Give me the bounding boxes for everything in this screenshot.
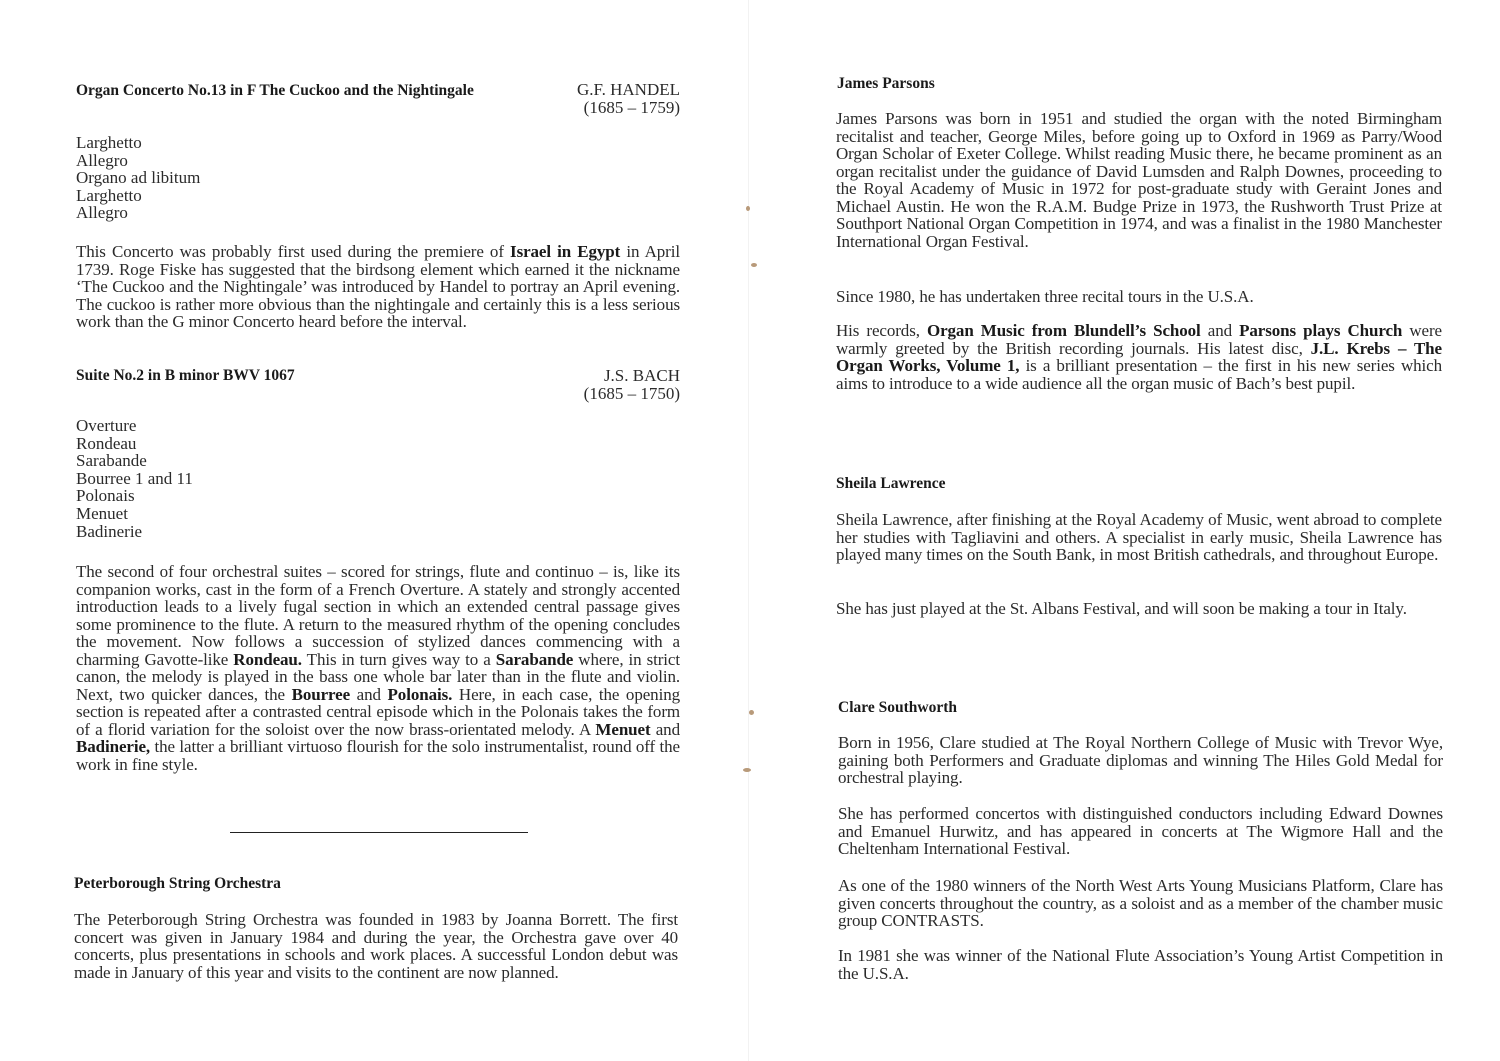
movement-item: Allegro xyxy=(76,150,128,170)
dance-name-bold: Polonais. xyxy=(387,684,453,704)
text-run: and xyxy=(350,684,388,704)
section-divider xyxy=(230,832,528,833)
movement-item: Allegro xyxy=(76,203,128,223)
southworth-bio: Born in 1956, Clare studied at The Royal Northern College of Music with Trevor Wye, gaining both Performers and Graduate diplomas and winning The Hiles Gold Medal for orchestral playing. xyxy=(838,733,1443,787)
movement-item: Organo ad libitum xyxy=(76,168,201,188)
text-run: This in turn gives way to a xyxy=(301,649,496,669)
text-run: were warmly greeted by the British recording journals. His latest disc, xyxy=(836,321,1443,358)
dance-name-bold: Rondeau. xyxy=(233,649,302,669)
dance-name-bold: Badinerie, xyxy=(76,737,151,756)
text-run: and xyxy=(650,719,680,739)
handel-composer xyxy=(520,81,680,117)
bach-composer-name: J.S. BACH xyxy=(603,366,680,385)
lawrence-bio: Sheila Lawrence, after finishing at the Royal Academy of Music, went abroad to complete her studies with Tagliavini and others. A specialist in early music, Sheila Lawrence has played many times on the South Bank, in most British cathedrals, and throughout Europe. xyxy=(836,510,1442,564)
bach-title: Suite No.2 in B minor BWV 1067 xyxy=(76,367,295,384)
parsons-title: James Parsons xyxy=(837,75,935,92)
parsons-bio: James Parsons was born in 1951 and studied the organ with the noted Birmingham recitalist and teacher, George Miles, before going up to Oxford in 1969 as Parry/Wood Organ Scholar of Exeter College. Whilst reading Music there, he became prominent as an organ recitalist under the guidance of David Lumsden and Ralph Downes, proceeding to the Royal Academy of Music in 1972 for post-graduate study with Geraint Jones and Michael Austin. He won the R.A.M. Budge Prize in 1973, the Rushworth Trust Prize at Southport National Organ Competition in 1974, and was a finalist in the 1980 Manchester International Organ Festival. xyxy=(836,109,1442,251)
text-run: is a brilliant presentation – the first in his new series which aims to introduce to a wide audience all the organ music of Bach’s best pupil. xyxy=(836,356,1443,393)
page-fold xyxy=(748,0,749,1061)
parsons-tours: Since 1980, he has undertaken three recital tours in the U.S.A. xyxy=(836,287,1254,306)
handel-composer-dates: (1685 – 1759) xyxy=(583,98,680,117)
dance-name-bold: Sarabande xyxy=(495,649,574,669)
movement-item: Rondeau xyxy=(76,433,137,453)
right-page xyxy=(750,0,1500,1061)
southworth-platform: As one of the 1980 winners of the North West Arts Young Musicians Platform, Clare has given concerts throughout the country, as a soloist and as a member of the chamber music group CONTRASTS. xyxy=(838,876,1443,930)
bach-movements xyxy=(76,417,193,540)
lawrence-title: Sheila Lawrence xyxy=(836,475,946,492)
text-run: Here, in each case, the opening section is repeated after a contrasted central episode which in the Polonais takes the form of a florid variation for the soloist over the now brass-orientated melody. A xyxy=(76,684,680,739)
bach-description xyxy=(76,563,680,773)
movement-item: Polonais xyxy=(76,486,135,506)
movement-item: Larghetto xyxy=(76,133,142,152)
text-run: the latter a brilliant virtuoso flourish for the solo instrumentalist, round off the work in fine style. xyxy=(76,737,680,774)
southworth-concertos: She has performed concertos with distinguished conductors including Edward Downes and Emanuel Hurwitz, and has appeared in concerts at The Wigmore Hall and the Cheltenham International Festival. xyxy=(838,804,1443,858)
movement-item: Badinerie xyxy=(76,521,143,541)
southworth-title: Clare Southworth xyxy=(838,699,957,716)
movement-item: Sarabande xyxy=(76,451,147,471)
dance-name-bold: Menuet xyxy=(595,719,651,739)
orchestra-title: Peterborough String Orchestra xyxy=(74,875,281,892)
record-title-bold: Parsons plays Church xyxy=(1239,321,1403,340)
lawrence-festival: She has just played at the St. Albans Festival, and will soon be making a tour in Italy. xyxy=(836,599,1407,618)
record-title-bold: J.L. Krebs – The Organ Works, Volume 1, xyxy=(836,338,1442,375)
record-title-bold: Organ Music from Blundell’s School xyxy=(926,321,1201,340)
bach-composer xyxy=(520,367,680,403)
movement-item: Bourree 1 and 11 xyxy=(76,468,193,488)
work-title-bold: Israel in Egypt xyxy=(510,242,621,261)
southworth-award: In 1981 she was winner of the National Flute Association’s Young Artist Competition in the U.S.A. xyxy=(838,946,1443,983)
parsons-records xyxy=(836,322,1442,392)
handel-title: Organ Concerto No.13 in F The Cuckoo and the Nightingale xyxy=(76,82,474,99)
text-run: and xyxy=(1200,321,1240,340)
movement-item: Larghetto xyxy=(76,185,142,205)
text-run: where, in strict canon, the melody is played in the bass one whole bar later than in the flute and violin. Next, two quicker dances, the xyxy=(76,649,680,704)
handel-movements xyxy=(76,134,200,222)
handel-description xyxy=(76,243,680,331)
movement-item: Overture xyxy=(76,416,137,435)
text-run: This Concerto was probably first used during the premiere of xyxy=(76,242,511,261)
bach-composer-dates: (1685 – 1750) xyxy=(583,384,680,403)
orchestra-description: The Peterborough String Orchestra was founded in 1983 by Joanna Borrett. The first concert was given in January 1984 and during the year, the Orchestra gave over 40 concerts, plus presentations in schools and work places. A successful London debut was made in January of this year and visits to the continent are now planned. xyxy=(74,910,678,982)
text-run: His records, xyxy=(836,321,927,340)
movement-item: Menuet xyxy=(76,503,128,523)
dance-name-bold: Bourree xyxy=(291,684,351,704)
text-run: The second of four orchestral suites – scored for strings, flute and continuo – is, like its companion works, cast in the form of a French Overture. A stately and strongly accented introduction leads to a lively fugal section in which an extended central passage gives some prominence to the flute. A return to the measured rhythm of the opening concludes the movement. Now follows a succession of stylized dances commencing with a charming Gavotte-like xyxy=(76,562,680,669)
text-run: in April 1739. Roge Fiske has suggested that the birdsong element which earned it the nickname ‘The Cuckoo and the Nightingale’ was introduced by Handel to portray an April evening. The cuckoo is rather more obvious than the nightingale and certainly this is a less serious work than the G minor Concerto heard before the interval. xyxy=(76,242,680,331)
handel-composer-name: G.F. HANDEL xyxy=(577,80,680,99)
